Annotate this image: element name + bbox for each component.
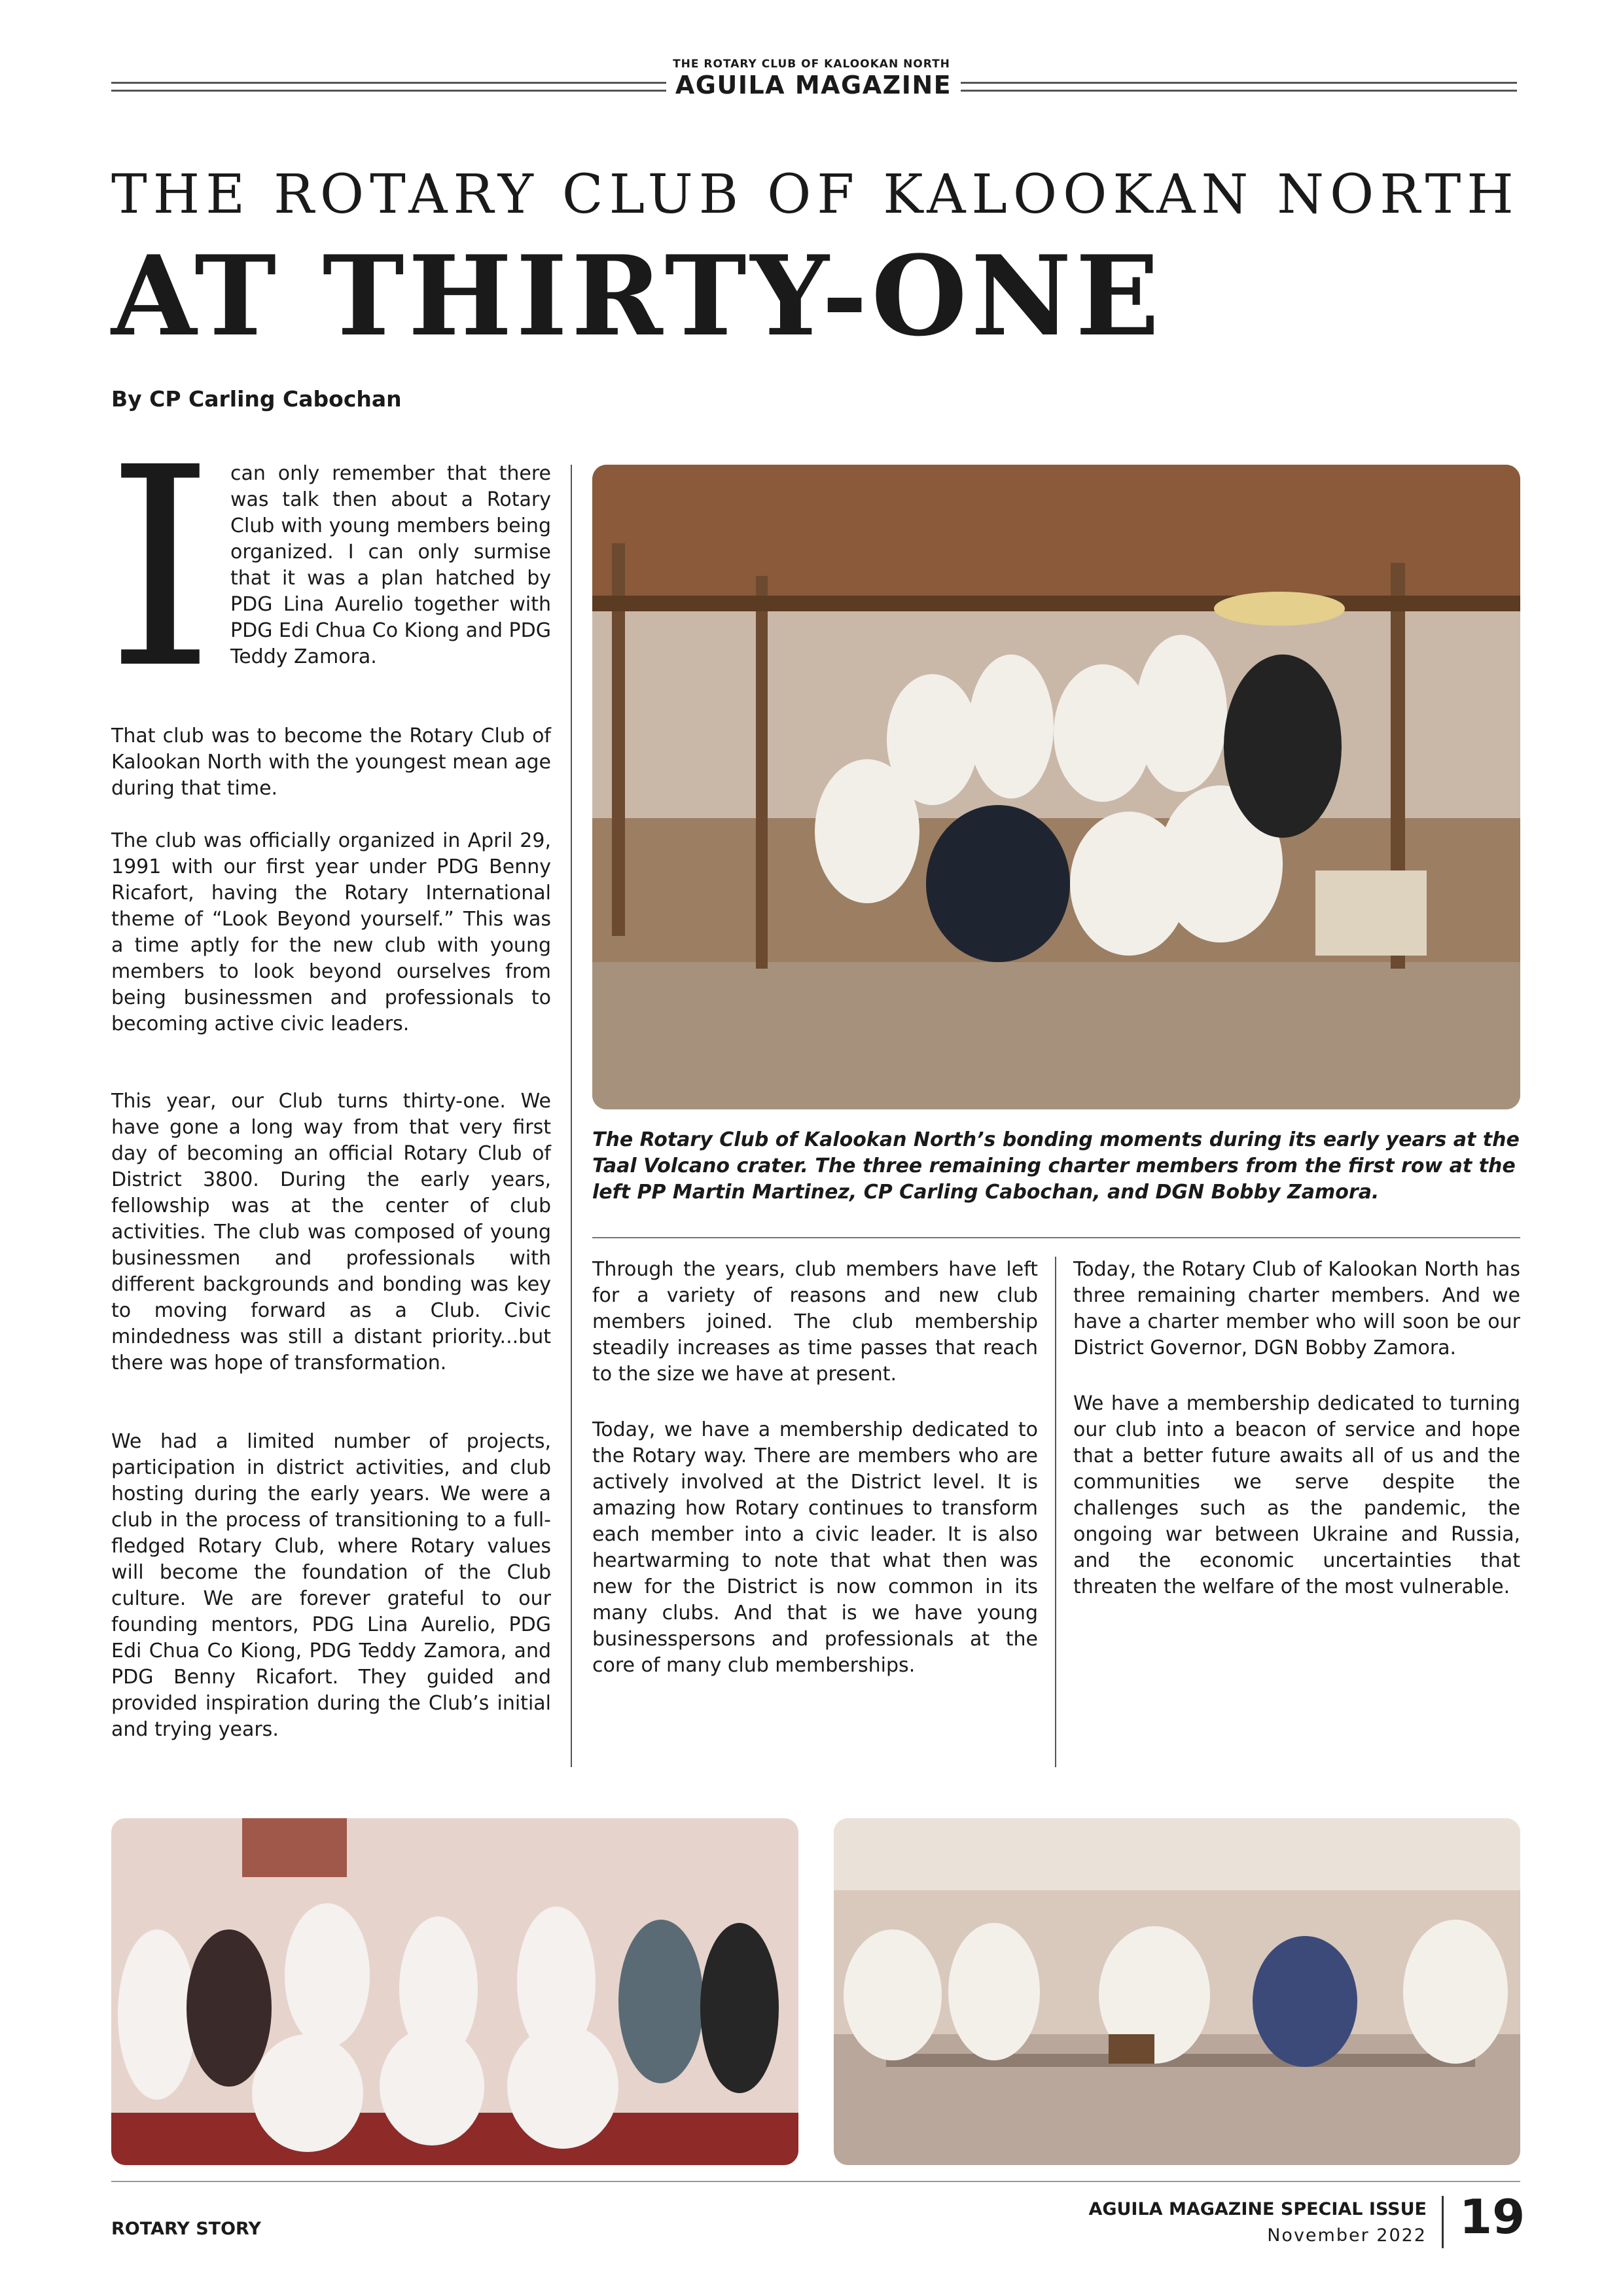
article-paragraph: This year, our Club turns thirty-one. We have gone a long way from that very first day of becoming an official Rotary Club of District 3800. During the early years, fellowship was at the center of club activities. The club was composed of young businessmen and professionals with different backgrounds and bonding was key to moving forward as a Club. Civic mindedness was still a distant priority...but there was hope of transformation. — [111, 1090, 551, 1374]
column-divider — [571, 465, 572, 1767]
page-number: 19 — [1459, 2189, 1525, 2244]
article-paragraph: The club was officially organized in April 29, 1991 with our first year under PDG Benny Ricafort, having the Rotary International theme of “Look Beyond yourself.” This was a time aptly for the new club with young members to look beyond ourselves from being businessmen and professionals to becoming active civic leaders. — [111, 829, 551, 1035]
byline: By CP Carling Cabochan — [111, 386, 402, 412]
article-paragraph: Today, the Rotary Club of Kalookan North has three remaining charter members. And we have a charter member who will soon be our District Governor, DGN Bobby Zamora. — [1073, 1258, 1520, 1359]
article-paragraph: Today, we have a membership dedicated to the Rotary way. There are members who are actively involved at the District level. It is amazing how Rotary continues to transform each member into a civic leader. It is also heartwarming to note that what then was new for the District is now common in its many clubs. And that is we have young businesspersons and professionals at the core of many club memberships. — [592, 1418, 1038, 1677]
footer-issue: AGUILA MAGAZINE SPECIAL ISSUE — [1088, 2199, 1427, 2219]
article-paragraph: We had a limited number of projects, participation in district activities, and club hosting during the early years. We were a club in the process of transitioning to a full-fledged Rotary Club, where Rotary values will become the foundation of the Club culture. We are forever grateful to our founding mentors, PDG Lina Aurelio, PDG Edi Chua Co Kiong, PDG Teddy Zamora, and PDG Benny Ricafort. They guided and provided inspiration during the Club’s initial and trying years. — [111, 1430, 551, 1741]
column-divider — [1055, 1257, 1056, 1767]
footer-divider — [1442, 2196, 1444, 2248]
photo-caption: The Rotary Club of Kalookan North’s bonding moments during its early years at the Taal Volcano crater. The three remaining charter members from the first row at the left PP Martin Martinez, CP Carling Cabochan, and DGN Bobby Zamora. — [592, 1128, 1520, 1204]
main-photo-taal-volcano — [592, 465, 1520, 1109]
article-column-2 — [592, 1257, 1038, 1708]
headline-kicker: THE ROTARY CLUB OF KALOOKAN NORTH — [111, 164, 1520, 226]
headline-title: AT THIRTY-ONE — [111, 231, 1164, 361]
footer-date: November 2022 — [1267, 2225, 1427, 2246]
article-paragraph: That club was to become the Rotary Club of Kalookan North with the youngest mean age during that time. — [111, 725, 551, 800]
article-paragraph: Through the years, club members have left for a variety of reasons and new club members joined. The club membership steadily increases as time passes that reach to the size we have at present. — [592, 1258, 1038, 1386]
masthead-title: AGUILA MAGAZINE — [675, 71, 952, 99]
masthead-club: THE ROTARY CLUB OF KALOOKAN NORTH — [673, 58, 950, 71]
article-paragraph: We have a membership dedicated to turning our club into a beacon of service and hope that a better future awaits all of us and the communities we serve despite the challenges such as the pandemic, the ongoing war between Ukraine and Russia, and the economic uncertainties that threaten the welfare of the most vulnerable. — [1073, 1392, 1520, 1598]
footer-rule — [111, 2181, 1520, 2182]
meeting-photo-members — [834, 1818, 1520, 2165]
article-column-3 — [1073, 1257, 1520, 1630]
footer-section: ROTARY STORY — [111, 2219, 261, 2239]
caption-rule — [592, 1237, 1520, 1238]
masthead-rule-left — [111, 82, 666, 92]
masthead-rule-right — [961, 82, 1517, 92]
group-photo-members — [111, 1818, 798, 2165]
article-intro: can only remember that there was talk then about a Rotary Club with young members being organized. I can only surmise that it was a plan hatched by PDG Lina Aurelio together with PDG Edi Chua Co Kiong and PDG Teddy Zamora. — [230, 462, 551, 668]
drop-cap: I — [106, 409, 215, 729]
